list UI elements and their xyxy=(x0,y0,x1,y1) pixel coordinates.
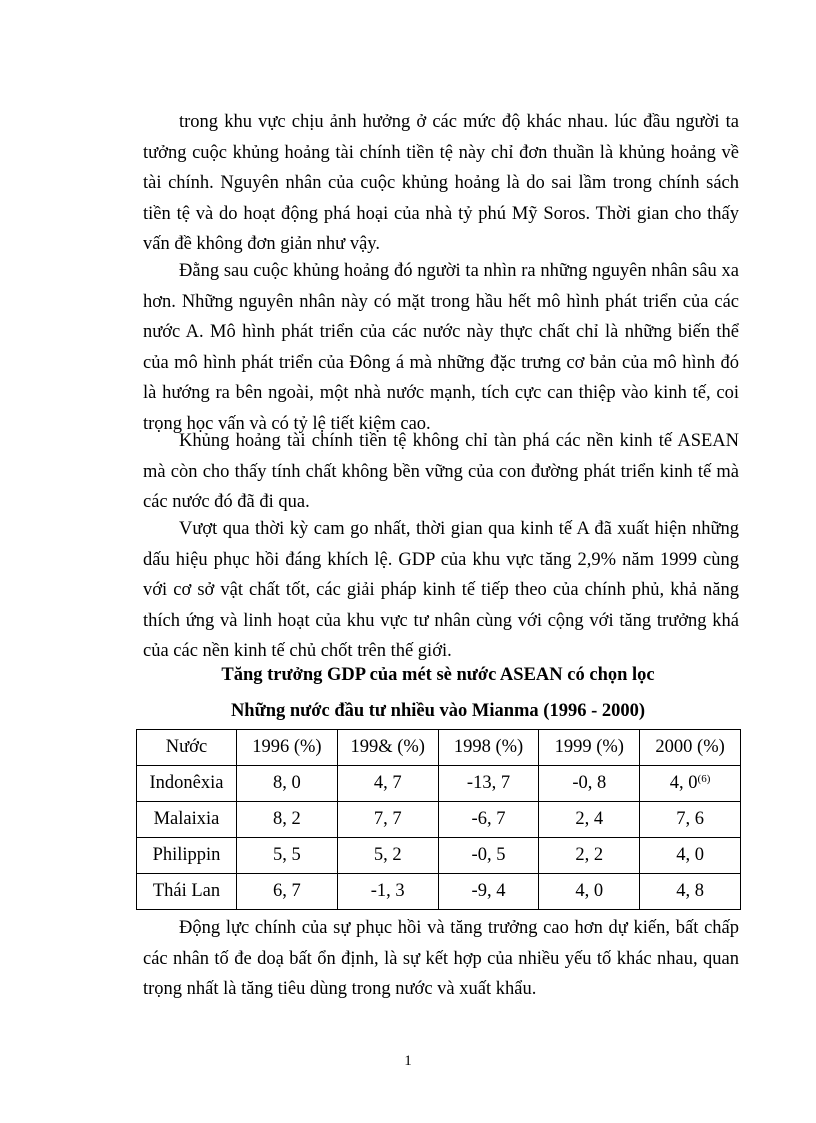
table-row xyxy=(137,874,741,910)
gdp-growth-table xyxy=(136,729,741,910)
table-title: Tăng trưởng GDP của mét sè nước ASEAN có chọn lọc xyxy=(221,665,655,685)
table-subtitle: Những nước đầu tư nhiều vào Mianma (1996 - 2000) xyxy=(230,701,646,721)
paragraph-4: Vượt qua thời kỳ cam go nhất, thời gian qua kinh tế A đã xuất hiện những dấu hiệu phục hồi đáng khích lệ. GDP của khu vực tăng 2,9% năm 1999 cùng với cơ sở vật chất tốt, các giải pháp kinh tế tiếp theo của chính phủ, khả năng thích ứng và linh hoạt của khu vực tư nhân cùng với cộng với tăng trưởng khá của các nền kinh tế chủ chốt trên thế giới. xyxy=(143,519,739,661)
value-cell: 5, 5 xyxy=(237,838,338,874)
value-cell: -9, 4 xyxy=(438,874,539,910)
country-cell: Malaixia xyxy=(137,802,237,838)
paragraph-2: Đằng sau cuộc khủng hoảng đó người ta nhìn ra những nguyên nhân sâu xa hơn. Những nguyên nhân này có mặt trong hầu hết mô hình phát triển của các nước A. Mô hình phát triển của các nước này thực chất chỉ là những biến thể của mô hình phát triển của Đông á mà những đặc trưng cơ bản của mô hình đó là hướng ra bên ngoài, một nhà nước mạnh, tích cực can thiệp vào kinh tế, coi trọng học vấn và có tỷ lệ tiết kiệm cao. xyxy=(143,261,740,434)
value-cell: 6, 7 xyxy=(237,874,338,910)
page-number: 1 xyxy=(404,1053,412,1069)
table-row xyxy=(137,802,741,838)
paragraph-1: trong khu vực chịu ảnh hưởng ở các mức độ khác nhau. lúc đầu người ta tưởng cuộc khủng hoảng tài chính tiền tệ này chỉ đơn thuần là khủng hoảng về tài chính. Nguyên nhân của cuộc khủng hoảng là do sai lầm trong chính sách tiền tệ và do hoạt động phá hoại của nhà tỷ phú Mỹ Soros. Thời gian cho thấy vấn đề không đơn giản như vậy. xyxy=(143,112,740,254)
value-cell: 2, 2 xyxy=(539,838,640,874)
country-cell: Indonêxia xyxy=(137,766,237,802)
value-cell xyxy=(640,766,741,802)
value-cell: 8, 2 xyxy=(237,802,338,838)
table-header-row xyxy=(137,730,741,766)
country-cell: Thái Lan xyxy=(137,874,237,910)
value-cell: 4, 7 xyxy=(337,766,438,802)
value-cell: 8, 0 xyxy=(237,766,338,802)
value-cell: -0, 5 xyxy=(438,838,539,874)
header-cell: 1996 (%) xyxy=(237,730,338,766)
header-cell: 199& (%) xyxy=(337,730,438,766)
value-cell: 4, 0 xyxy=(539,874,640,910)
header-cell: Nước xyxy=(137,730,237,766)
value-cell: 4, 8 xyxy=(640,874,741,910)
header-cell: 1999 (%) xyxy=(539,730,640,766)
value-cell: -0, 8 xyxy=(539,766,640,802)
header-cell: 1998 (%) xyxy=(438,730,539,766)
value-cell: 7, 6 xyxy=(640,802,741,838)
table-row xyxy=(137,838,741,874)
value-cell: -1, 3 xyxy=(337,874,438,910)
value-cell: 2, 4 xyxy=(539,802,640,838)
value-text: 4, 0 xyxy=(669,773,698,793)
value-cell: 7, 7 xyxy=(337,802,438,838)
value-cell: -6, 7 xyxy=(438,802,539,838)
value-cell: 4, 0 xyxy=(640,838,741,874)
paragraph-5: Động lực chính của sự phục hồi và tăng trưởng cao hơn dự kiến, bất chấp các nhân tố đe doạ bất ổn định, là sự kết hợp của nhiều yếu tố khác nhau, quan trọng nhất là tăng tiêu dùng trong nước và xuất khẩu. xyxy=(143,918,740,999)
value-cell: 5, 2 xyxy=(337,838,438,874)
footnote-mark: (6) xyxy=(697,773,711,785)
value-cell: -13, 7 xyxy=(438,766,539,802)
header-cell: 2000 (%) xyxy=(640,730,741,766)
table-row xyxy=(137,766,741,802)
paragraph-3: Khủng hoảng tài chính tiền tệ không chỉ tàn phá các nền kinh tế ASEAN mà còn cho thấy tính chất không bền vững của con đường phát triển kinh tế mà các nước đó đã đi qua. xyxy=(143,431,739,512)
country-cell: Philippin xyxy=(137,838,237,874)
